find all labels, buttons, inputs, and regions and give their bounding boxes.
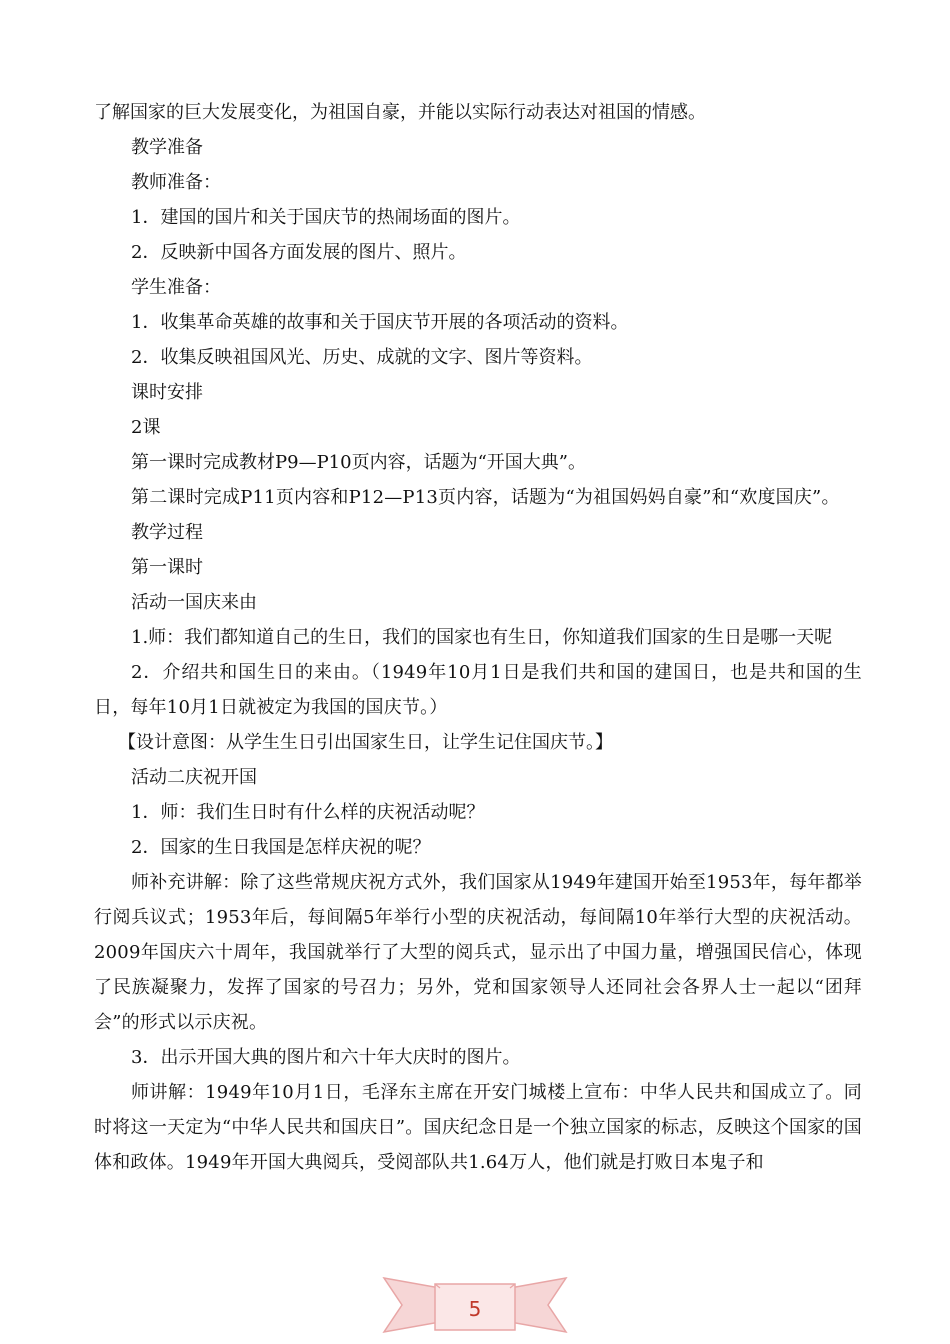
paragraph: 2．介绍共和国生日的来由。（1949年10月1日是我们共和国的建国日，也是共和国的生日，每年10月1日就被定为我国的国庆节。） (94, 662, 862, 718)
list-item: 1．收集革命英雄的故事和关于国庆节开展的各项活动的资料。 (131, 312, 629, 333)
list-item: 1．建国的国片和关于国庆节的热闹场面的图片。 (131, 207, 521, 228)
paragraph: 师补充讲解：除了这些常规庆祝方式外，我们国家从1949年建国开始至1953年，每年都举行阅兵议式；1953年后，每间隔5年举行小型的庆祝活动，每间隔10年举行大型的庆祝活动。2009年国庆六十周年，我国就举行了大型的阅兵式，显示出了中国力量，增强国民信心，体现了民族凝聚力，发挥了国家的号召力；另外，党和国家领导人还同社会各界人士一起以“团拜会”的形式以示庆祝。 (94, 872, 862, 1033)
list-item: 2．反映新中国各方面发展的图片、照片。 (131, 242, 467, 263)
document-body (94, 95, 862, 1180)
list-item: 1.师：我们都知道自己的生日，我们的国家也有生日，你知道我们国家的生日是哪一天呢 (131, 627, 833, 648)
text-line: 第一课时完成教材P9—P10页内容，话题为“开国大典”。 (131, 452, 586, 473)
list-item: 2．收集反映祖国风光、历史、成就的文字、图片等资料。 (131, 347, 593, 368)
list-item: 1．师：我们生日时有什么样的庆祝活动呢？ (131, 802, 485, 823)
section-heading: 教学过程 (131, 522, 203, 543)
paragraph: 师讲解：1949年10月1日，毛泽东主席在开安门城楼上宣布：中华人民共和国成立了。同时将这一天定为“中华人民共和国庆日”。国庆纪念日是一个独立国家的标志，反映这个国家的国体和政体。1949年开国大典阅兵，受阅部队共1.64万人，他们就是打败日本鬼子和 (94, 1082, 862, 1173)
subheading: 第一课时 (131, 557, 203, 578)
activity-heading: 活动一国庆来由 (131, 592, 257, 613)
list-item: 2．国家的生日我国是怎样庆祝的呢？ (131, 837, 431, 858)
list-item: 3．出示开国大典的图片和六十年大庆时的图片。 (131, 1047, 521, 1068)
text-line: 2课 (131, 417, 161, 438)
activity-heading: 活动二庆祝开国 (131, 767, 257, 788)
paragraph: 第二课时完成P11页内容和P12—P13页内容，话题为“为祖国妈妈自豪”和“欢度国庆”。 (131, 487, 840, 508)
section-heading: 教学准备 (131, 137, 203, 158)
design-intent-note: 【设计意图：从学生生日引出国家生日，让学生记住国庆节。】 (118, 732, 613, 753)
text-line: 了解国家的巨大发展变化，为祖国自豪，并能以实际行动表达对祖国的情感。 (94, 102, 706, 123)
section-heading: 课时安排 (131, 382, 203, 403)
subheading: 教师准备： (131, 172, 221, 193)
subheading: 学生准备： (131, 277, 221, 298)
page-number: 5 (468, 1297, 482, 1321)
